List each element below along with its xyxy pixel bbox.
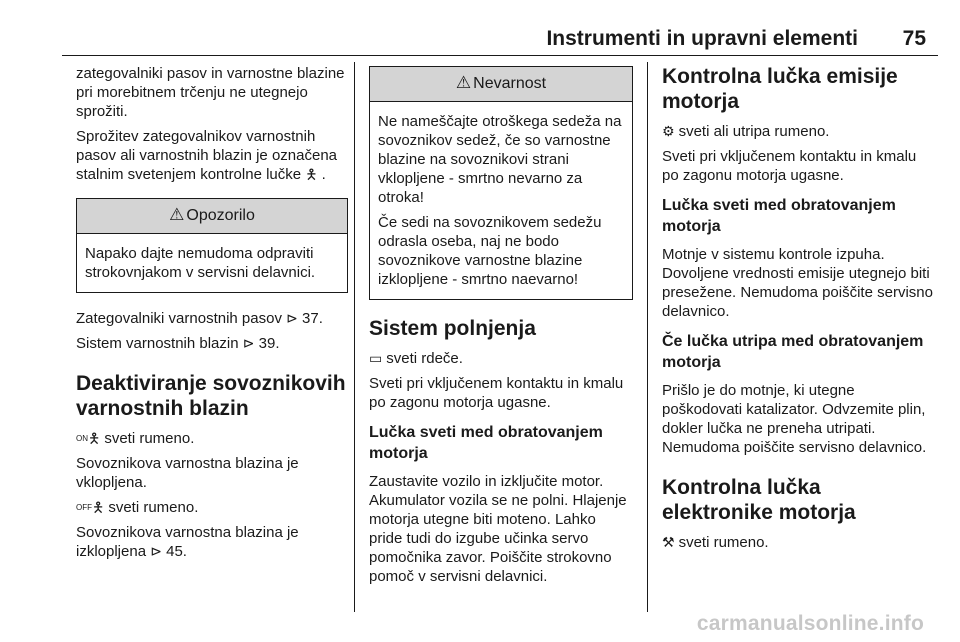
warning-triangle-icon: ⚠ bbox=[455, 73, 472, 92]
danger-text: Ne nameščajte otroškega sedeža na sovoznikov sedež, če so varnostne blazine na sovoznikovi strani vklopljene - smrtno nevarno za otroka! bbox=[378, 113, 622, 206]
cross-reference: Zategovalniki varnostnih pasov ⊳ 37. bbox=[76, 310, 323, 327]
subsection-title: Če lučka utripa med obratovanjem motorja bbox=[662, 333, 924, 371]
status-line: ▭ sveti rdeče. bbox=[369, 350, 463, 367]
paragraph: Sovoznikova varnostna blazina je vklopljena. bbox=[76, 455, 299, 491]
page-ref-icon: ⊳ bbox=[150, 543, 162, 559]
page-ref-icon: ⊳ bbox=[286, 310, 298, 326]
paragraph: Zaustavite vozilo in izključite motor. Akumulator vozila se ne polni. Hlajenje motorja utegne biti moteno. Lahko pride tudi do izgube učinka servo pomočnika zavor. Poiščite strokovno pomoč v servisni delavnici. bbox=[369, 473, 627, 585]
paragraph: Motnje v sistemu kontrole izpuha. Dovoljene vrednosti emisije utegnejo biti presežene. Nemudoma poiščite servisno delavnico. bbox=[662, 246, 933, 320]
page-header bbox=[62, 0, 938, 56]
paragraph: Sovoznikova varnostna blazina je izklopljena ⊳ 45. bbox=[76, 524, 299, 560]
paragraph: Sveti pri vključenem kontaktu in kmalu po zagonu motorja ugasne. bbox=[369, 375, 624, 411]
subsection-title: Lučka sveti med obratovanjem motorja bbox=[369, 424, 603, 462]
status-line: ⚒ sveti rumeno. bbox=[662, 534, 769, 551]
watermark: carmanualsonline.info bbox=[696, 612, 924, 635]
engine-icon: ⚙ bbox=[662, 123, 675, 139]
column-1 bbox=[76, 64, 348, 567]
section-title: Deaktiviranje sovoznikovih varnostnih blazin bbox=[76, 372, 346, 420]
section-title: Kontrolna lučka emisije motorja bbox=[662, 65, 898, 113]
status-line: $^{ON}$🯅 sveti rumeno. bbox=[76, 430, 195, 447]
status-line: $^{OFF}$🯅 sveti rumeno. bbox=[76, 499, 199, 516]
paragraph: Sveti pri vključenem kontaktu in kmalu po zagonu motorja ugasne. bbox=[662, 148, 917, 184]
danger-text: Če sedi na sovoznikovem sedežu odrasla oseba, naj ne bodo sovoznikove varnostne blazine izklopljene - smrtno naevarno! bbox=[378, 214, 602, 288]
page-number: 75 bbox=[902, 27, 926, 50]
status-line: ⚙ sveti ali utripa rumeno. bbox=[662, 123, 830, 140]
warning-box bbox=[76, 198, 348, 293]
cross-reference: Sistem varnostnih blazin ⊳ 39. bbox=[76, 335, 280, 352]
wrench-car-icon: ⚒ bbox=[662, 534, 675, 550]
column-divider bbox=[647, 62, 648, 612]
section-title: Kontrolna lučka elektronike motorja bbox=[662, 476, 856, 524]
paragraph: Prišlo je do motnje, ki utegne poškodovati katalizator. Odvzemite plin, dokler lučka ne preneha utripati. Nemudoma poiščite servisno delavnico. bbox=[662, 382, 927, 456]
column-2 bbox=[369, 64, 633, 592]
danger-box-title: ⚠ Nevarnost bbox=[370, 67, 632, 102]
paragraph: Sprožitev zategovalnikov varnostnih pasov ali varnostnih blazin je označena stalnim svetenjem kontrolne lučke 🯅 . bbox=[76, 128, 337, 183]
danger-box bbox=[369, 66, 633, 300]
column-3 bbox=[662, 64, 934, 558]
battery-icon: ▭ bbox=[369, 350, 383, 366]
paragraph: zategovalniki pasov in varnostne blazine pri morebitnem trčenju ne utegnejo sprožiti. bbox=[76, 65, 345, 120]
page-ref-icon: ⊳ bbox=[242, 335, 255, 351]
header-title: Instrumenti in upravni elementi bbox=[546, 27, 858, 50]
passenger-airbag-icon: 🯅 bbox=[88, 430, 101, 446]
section-title: Sistem polnjenja bbox=[369, 317, 536, 340]
subsection-title: Lučka sveti med obratovanjem motorja bbox=[662, 197, 896, 235]
warning-text: Napako dajte nemudoma odpraviti strokovnjakom v servisni delavnici. bbox=[85, 245, 316, 281]
column-divider bbox=[354, 62, 355, 612]
warning-triangle-icon: ⚠ bbox=[169, 205, 185, 224]
passenger-airbag-off-icon: 🯅 bbox=[92, 499, 105, 515]
airbag-icon: 🯅 bbox=[305, 166, 318, 182]
warning-box-title: ⚠ Opozorilo bbox=[77, 199, 347, 234]
